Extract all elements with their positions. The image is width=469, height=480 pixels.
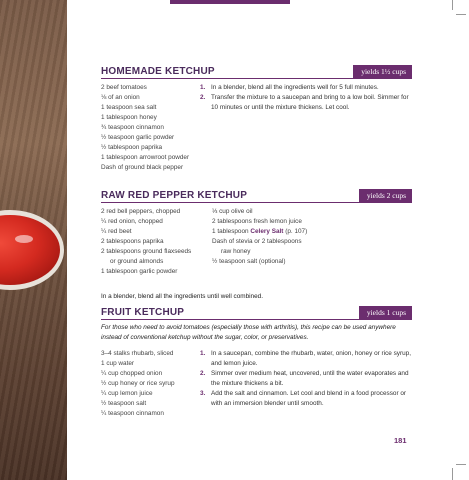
recipe-intro: For those who need to avoid tomatoes (especially those with arthritis), this recipe can be used anywhere instead of conventional ketchup without the sugar, color, or preservatives. bbox=[101, 324, 396, 341]
ingredient: 2 tablespoons paprika bbox=[101, 238, 164, 245]
page-reference: (p. 107) bbox=[283, 228, 308, 235]
ingredient-list bbox=[101, 83, 206, 173]
step-text: In a saucepan, combine the rhubarb, water, onion, honey or rice syrup, and lemon juice. bbox=[211, 350, 412, 367]
crop-mark bbox=[452, 468, 453, 480]
crop-mark bbox=[456, 464, 466, 465]
ketchup-photo bbox=[0, 0, 67, 480]
direction-list bbox=[200, 83, 412, 113]
ingredient: 2 red bell peppers, chopped bbox=[101, 208, 181, 215]
ingredient: Dash of ground black pepper bbox=[101, 164, 184, 171]
crop-mark bbox=[452, 0, 453, 10]
yield-badge: yields 1 cups bbox=[359, 306, 412, 320]
ingredient bbox=[212, 227, 362, 237]
top-accent-bar bbox=[170, 0, 290, 4]
yield-badge: yields 2 cups bbox=[359, 189, 412, 203]
ingredient: ½ teaspoon salt bbox=[101, 400, 147, 407]
step-number: 1. bbox=[200, 350, 206, 357]
step-number: 2. bbox=[200, 94, 206, 101]
ingredient: 2 tablespoons ground flaxseeds bbox=[101, 248, 192, 255]
ingredient: 1 tablespoon garlic powder bbox=[101, 268, 178, 275]
ingredient: 1 tablespoon honey bbox=[101, 114, 157, 121]
ingredient: 3–4 stalks rhubarb, sliced bbox=[101, 350, 174, 357]
step-number: 1. bbox=[200, 84, 206, 91]
ingredient-text: 1 tablespoon bbox=[212, 228, 251, 235]
page-number: 181 bbox=[394, 436, 407, 445]
ingredient: ¾ teaspoon cinnamon bbox=[101, 124, 164, 131]
ingredient: Dash of stevia or 2 tablespoons bbox=[212, 238, 302, 245]
fruit-ketchup-recipe bbox=[101, 303, 412, 429]
crop-mark bbox=[456, 14, 466, 15]
celery-salt-link[interactable]: Celery Salt bbox=[250, 228, 284, 235]
recipe-title: RAW RED PEPPER KETCHUP bbox=[101, 190, 248, 201]
ingredient: 1 tablespoon arrowroot powder bbox=[101, 154, 190, 161]
direction-list bbox=[200, 349, 412, 409]
ingredient: ¼ red onion, chopped bbox=[101, 218, 163, 225]
ingredient: ½ teaspoon salt (optional) bbox=[212, 258, 286, 265]
ingredient: ¼ red beet bbox=[101, 228, 132, 235]
ingredient: ¼ cup chopped onion bbox=[101, 370, 163, 377]
direction-step bbox=[200, 369, 412, 389]
ingredient: ½ cup honey or rice syrup bbox=[101, 380, 175, 387]
direction-step bbox=[200, 93, 412, 113]
yield-badge: yields 1½ cups bbox=[353, 65, 412, 79]
direction-step bbox=[200, 83, 412, 93]
recipe-instruction: In a blender, blend all the ingredients until well combined. bbox=[101, 293, 263, 300]
ingredient: ½ tablespoon paprika bbox=[101, 144, 163, 151]
ingredient: ¼ cup lemon juice bbox=[101, 390, 153, 397]
step-number: 3. bbox=[200, 390, 206, 397]
step-text: Transfer the mixture to a saucepan and bring to a low boil. Simmer for 10 minutes or until the mixture thickens. Let cool. bbox=[211, 94, 409, 111]
ingredient: ½ teaspoon garlic powder bbox=[101, 134, 175, 141]
ingredient: 1 teaspoon sea salt bbox=[101, 104, 157, 111]
recipe-title: HOMEMADE KETCHUP bbox=[101, 66, 215, 77]
red-pepper-ketchup-recipe bbox=[101, 186, 412, 302]
homemade-ketchup-recipe bbox=[101, 62, 412, 179]
recipe-title: FRUIT KETCHUP bbox=[101, 307, 185, 318]
ingredient: 2 tablespoons fresh lemon juice bbox=[212, 218, 302, 225]
step-text: Add the salt and cinnamon. Let cool and blend in a food processor or with an immersion blender until smooth. bbox=[211, 390, 407, 407]
step-number: 2. bbox=[200, 370, 206, 377]
direction-step bbox=[200, 349, 412, 369]
ingredient: ⅓ cup olive oil bbox=[212, 208, 253, 215]
ingredient: 2 beef tomatoes bbox=[101, 84, 147, 91]
ingredient-list bbox=[101, 207, 216, 277]
step-text: In a blender, blend all the ingredients well for 5 full minutes. bbox=[211, 84, 379, 91]
ingredient-list bbox=[101, 349, 206, 419]
ingredient: or ground almonds bbox=[110, 258, 164, 265]
direction-step bbox=[200, 389, 412, 409]
ingredient: ¼ teaspoon cinnamon bbox=[101, 410, 164, 417]
ingredient: ⅛ of an onion bbox=[101, 94, 140, 101]
ingredient-list bbox=[212, 207, 362, 267]
ingredient: raw honey bbox=[221, 248, 251, 255]
ingredient: 1 cup water bbox=[101, 360, 135, 367]
step-text: Simmer over medium heat, uncovered, until the water evaporates and the mixture thickens a bit. bbox=[211, 370, 409, 387]
